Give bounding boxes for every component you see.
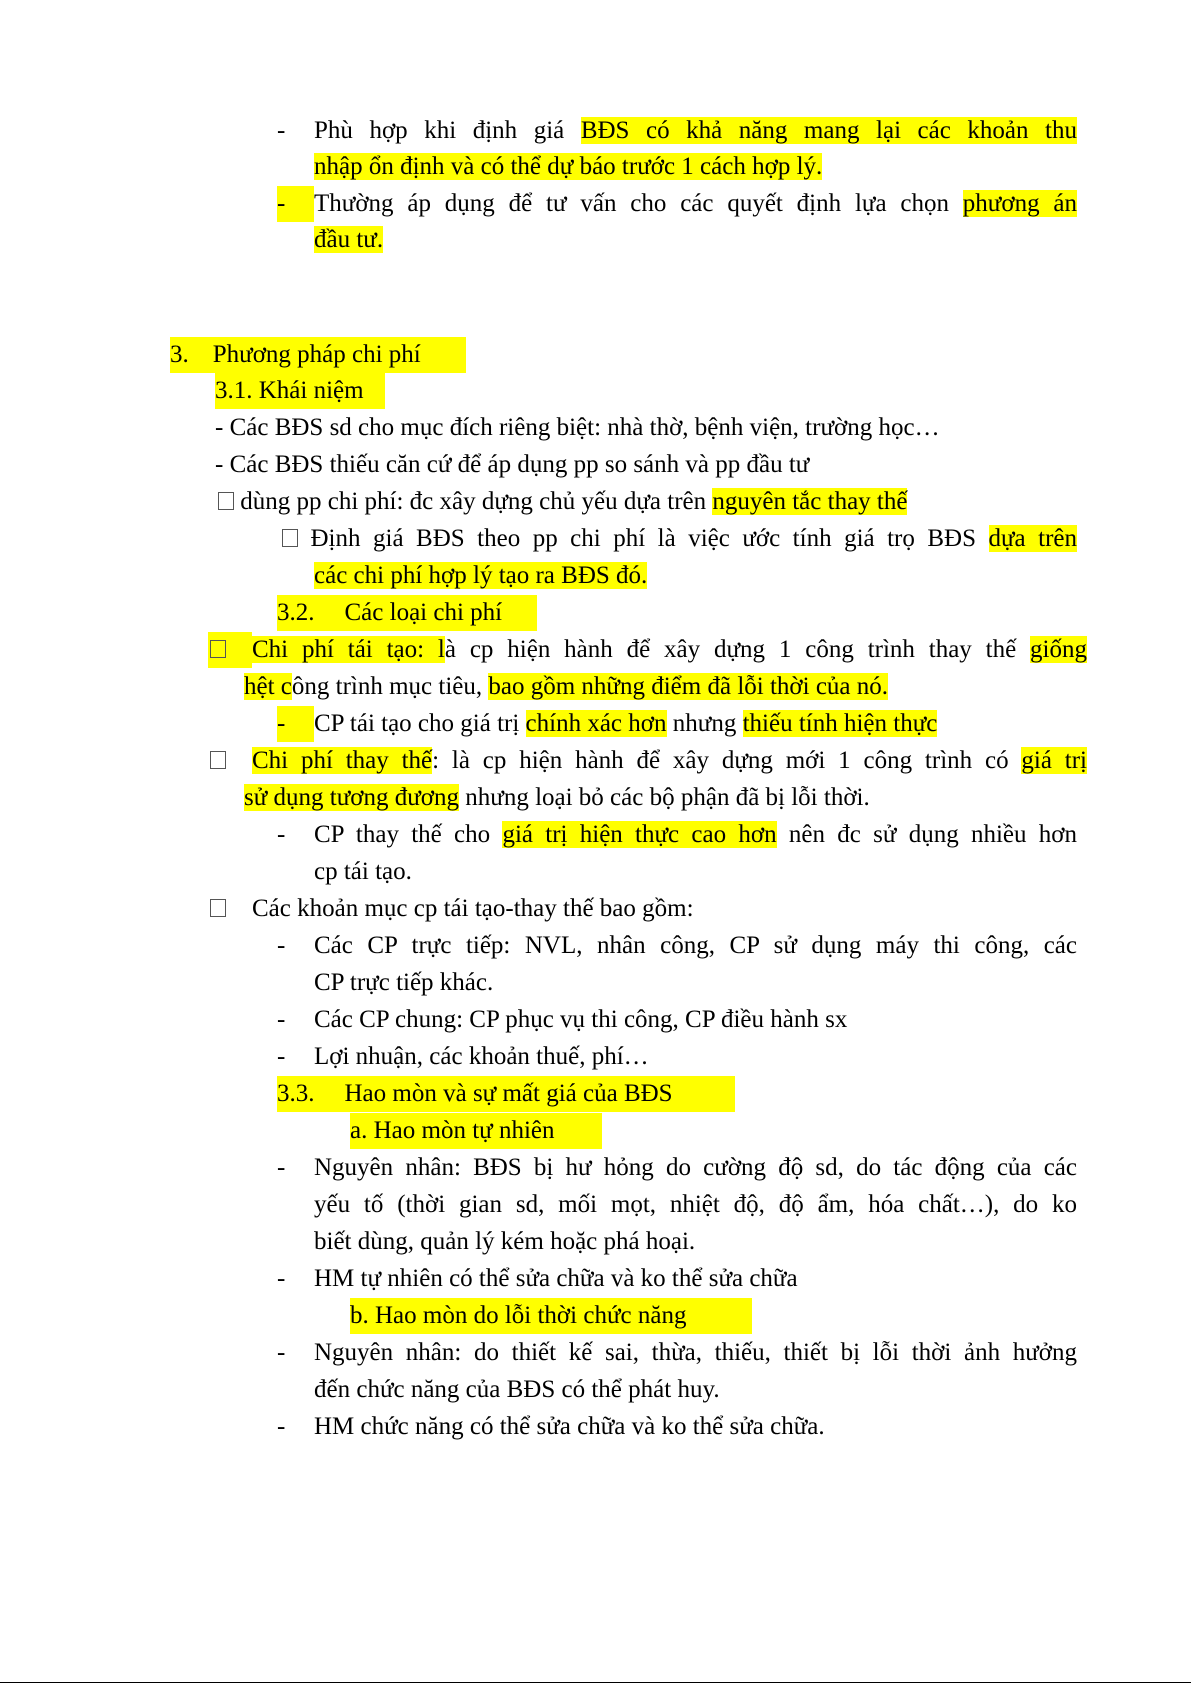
paragraph-line: dùng pp chi phí: đc xây dựng chủ yếu dựa trên nguyên tắc thay thế bbox=[218, 484, 907, 520]
paragraph-line: - Các BĐS sd cho mục đích riêng biệt: nhà thờ, bệnh viện, trường học… bbox=[215, 414, 940, 441]
box-bullet-icon bbox=[210, 899, 226, 917]
dash-marker: - bbox=[277, 821, 286, 848]
highlight: bao gồm những điểm đã lỗi thời của nó. bbox=[488, 673, 889, 700]
paragraph-line: cp tái tạo. bbox=[314, 858, 412, 885]
paragraph-line: CP thay thế cho giá trị hiện thực cao hơn nên đc sử dụng nhiều hơn bbox=[314, 821, 1078, 848]
highlight: nhập ổn định và có thể dự báo trước 1 cách hợp lý. bbox=[314, 153, 823, 180]
subheading-a: a. Hao mòn tự nhiên bbox=[350, 1113, 602, 1149]
highlight: chính xác hơn bbox=[525, 710, 667, 737]
highlight: các chi phí hợp lý tạo ra BĐS đó. bbox=[314, 562, 648, 589]
paragraph-line: Nguyên nhân: BĐS bị hư hỏng do cường độ sd, do tác động của các bbox=[314, 1154, 1077, 1181]
paragraph-line: CP trực tiếp khác. bbox=[314, 969, 494, 996]
paragraph-line: Các khoản mục cp tái tạo-thay thế bao gồm: bbox=[252, 895, 694, 922]
paragraph-line: Các CP chung: CP phục vụ thi công, CP điều hành sx bbox=[314, 1006, 848, 1033]
highlight: giá trị bbox=[1021, 747, 1087, 774]
dash-marker: - bbox=[277, 1154, 286, 1181]
box-bullet-icon bbox=[210, 640, 226, 658]
section-3-1-heading: 3.1. Khái niệm bbox=[215, 373, 385, 409]
paragraph-line: Nguyên nhân: do thiết kế sai, thừa, thiếu, thiết bị lỗi thời ảnh hưởng bbox=[314, 1339, 1077, 1366]
paragraph-line: Định giá BĐS theo pp chi phí là việc ước tính giá trọ BĐS dựa trên bbox=[282, 521, 1077, 557]
highlight: Chi phí tái tạo: l bbox=[252, 636, 445, 663]
bullet-text bbox=[314, 149, 822, 185]
highlight: phương án bbox=[962, 190, 1077, 217]
paragraph-line: đến chức năng của BĐS có thể phát huy. bbox=[314, 1376, 720, 1403]
paragraph-line: HM chức năng có thể sửa chữa và ko thể sửa chữa. bbox=[314, 1413, 825, 1440]
highlight: hệt c bbox=[244, 673, 292, 700]
section-3-3-heading: 3.3. Hao mòn và sự mất giá của BĐS bbox=[277, 1076, 735, 1112]
highlight: BĐS có khả năng mang lại các khoản thu bbox=[580, 117, 1077, 144]
paragraph-line: Chi phí thay thế: là cp hiện hành để xây dựng mới 1 công trình có giá trị bbox=[252, 747, 1087, 774]
dash-marker: - bbox=[277, 932, 286, 959]
dash-marker: - bbox=[277, 1339, 286, 1366]
paragraph-line: sử dụng tương đương nhưng loại bỏ các bộ phận đã bị lỗi thời. bbox=[244, 784, 870, 811]
paragraph-line: CP tái tạo cho giá trị chính xác hơn nhưng thiếu tính hiện thực bbox=[314, 710, 938, 737]
box-bullet-icon bbox=[210, 751, 226, 769]
bullet-text: Phù hợp khi định giá BĐS có khả năng mang lại các khoản thu bbox=[314, 117, 1077, 144]
highlight: nguyên tắc thay thế bbox=[712, 488, 908, 515]
paragraph-line: Các CP trực tiếp: NVL, nhân công, CP sử dụng máy thi công, các bbox=[314, 932, 1077, 959]
bullet-marker bbox=[208, 632, 252, 668]
highlight: giống bbox=[1030, 636, 1087, 663]
dash-marker: - bbox=[277, 117, 286, 144]
highlight: thiếu tính hiện thực bbox=[742, 710, 938, 737]
paragraph-line: HM tự nhiên có thể sửa chữa và ko thể sửa chữa bbox=[314, 1265, 798, 1292]
highlight: dựa trên bbox=[988, 525, 1078, 552]
paragraph-line: biết dùng, quản lý kém hoặc phá hoại. bbox=[314, 1228, 696, 1255]
paragraph-line bbox=[314, 558, 647, 594]
paragraph-line: Chi phí tái tạo: là cp hiện hành để xây dựng 1 công trình thay thế giống bbox=[252, 636, 1087, 663]
dash-marker: - bbox=[277, 1043, 286, 1070]
section-3-2-heading: 3.2. Các loại chi phí bbox=[277, 595, 537, 631]
box-bullet-icon bbox=[218, 492, 234, 510]
highlight: sử dụng tương đương bbox=[244, 784, 460, 811]
dash-marker: - bbox=[277, 706, 314, 742]
paragraph-line: - Các BĐS thiếu căn cứ để áp dụng pp so sánh và pp đầu tư bbox=[215, 451, 810, 478]
page-bottom-rule bbox=[0, 1682, 1191, 1683]
section-3-heading: 3. Phương pháp chi phí bbox=[170, 337, 466, 373]
bullet-text bbox=[314, 222, 383, 258]
paragraph-line: yếu tố (thời gian sd, mối mọt, nhiệt độ, độ ẩm, hóa chất…), do ko bbox=[314, 1191, 1077, 1218]
highlight: giá trị hiện thực cao hơn bbox=[502, 821, 777, 848]
dash-marker: - bbox=[277, 1006, 286, 1033]
dash-marker: - bbox=[277, 1265, 286, 1292]
bullet-marker bbox=[210, 743, 226, 779]
bullet-marker bbox=[210, 891, 226, 927]
highlight: đầu tư. bbox=[314, 226, 384, 253]
subheading-b: b. Hao mòn do lỗi thời chức năng bbox=[350, 1298, 752, 1334]
dash-marker: - bbox=[277, 186, 314, 222]
paragraph-line: hệt công trình mục tiêu, bao gồm những điểm đã lỗi thời của nó. bbox=[244, 673, 889, 700]
highlight: Chi phí thay thế bbox=[252, 747, 433, 774]
box-bullet-icon bbox=[282, 529, 298, 547]
paragraph-line: Lợi nhuận, các khoản thuế, phí… bbox=[314, 1043, 649, 1070]
bullet-text: Thường áp dụng để tư vấn cho các quyết định lựa chọn phương án bbox=[314, 190, 1077, 217]
dash-marker: - bbox=[277, 1413, 286, 1440]
